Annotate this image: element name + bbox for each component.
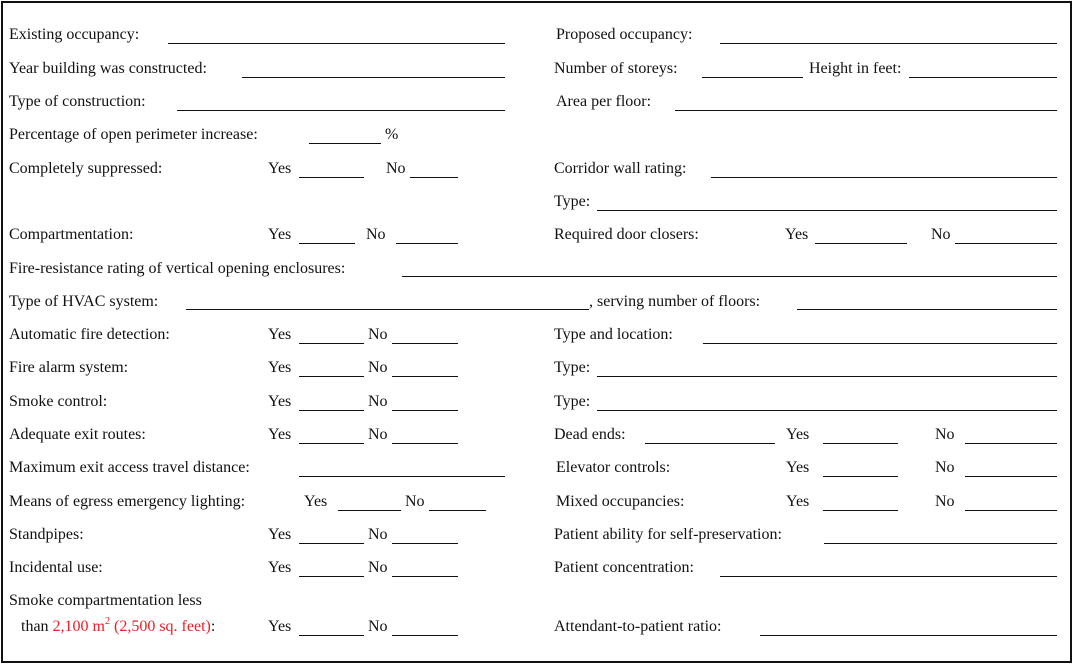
label-elevator-controls: Elevator controls: xyxy=(556,459,671,476)
field-egress-lighting-yes[interactable] xyxy=(338,510,401,511)
field-dead-ends[interactable] xyxy=(645,443,775,444)
label-number-of-storeys: Number of storeys: xyxy=(554,60,678,77)
field-incidental-no[interactable] xyxy=(392,576,458,577)
label-dead-ends: Dead ends: xyxy=(554,426,626,443)
field-door-closers-no[interactable] xyxy=(955,243,1057,244)
label-incidental-use: Incidental use: xyxy=(9,559,103,576)
label-fire-resistance: Fire-resistance rating of vertical opening enclosures: xyxy=(9,260,346,277)
label-type-location: Type and location: xyxy=(554,326,673,343)
label-no: No xyxy=(931,226,951,243)
field-compartmentation-yes[interactable] xyxy=(299,243,355,244)
label-yes: Yes xyxy=(268,393,292,410)
label-no: No xyxy=(368,426,388,443)
label-yes: Yes xyxy=(268,359,292,376)
field-max-travel[interactable] xyxy=(299,476,505,477)
field-incidental-yes[interactable] xyxy=(299,576,364,577)
field-fire-alarm-no[interactable] xyxy=(392,376,458,377)
label-year-constructed: Year building was constructed: xyxy=(9,60,207,77)
label-yes: Yes xyxy=(268,226,292,243)
label-no: No xyxy=(368,559,388,576)
label-no: No xyxy=(368,359,388,376)
field-standpipes-no[interactable] xyxy=(392,543,458,544)
label-door-closers: Required door closers: xyxy=(554,226,699,243)
label-serving-floors: , serving number of floors: xyxy=(589,293,761,310)
label-corridor-wall: Corridor wall rating: xyxy=(554,160,687,177)
label-compartmentation: Compartmentation: xyxy=(9,226,134,243)
field-mixed-no[interactable] xyxy=(965,510,1057,511)
label-no: No xyxy=(386,160,406,177)
label-completely-suppressed: Completely suppressed: xyxy=(9,160,163,177)
label-max-travel: Maximum exit access travel distance: xyxy=(9,459,250,476)
label-patient-concentration: Patient concentration: xyxy=(554,559,694,576)
label-existing-occupancy: Existing occupancy: xyxy=(9,26,140,43)
label-yes: Yes xyxy=(304,493,328,510)
label-area-per-floor: Area per floor: xyxy=(556,93,652,110)
field-compartmentation-no[interactable] xyxy=(396,243,458,244)
field-patient-concentration[interactable] xyxy=(720,576,1057,577)
field-year-constructed[interactable] xyxy=(242,77,505,78)
label-no: No xyxy=(368,326,388,343)
label-attendant-ratio: Attendant-to-patient ratio: xyxy=(554,618,722,635)
label-auto-fire-detection: Automatic fire detection: xyxy=(9,326,170,343)
field-attendant-ratio[interactable] xyxy=(760,635,1057,636)
label-standpipes: Standpipes: xyxy=(9,526,84,543)
field-serving-floors[interactable] xyxy=(797,309,1057,310)
field-existing-occupancy[interactable] xyxy=(168,43,505,44)
label-yes: Yes xyxy=(268,526,292,543)
label-no: No xyxy=(366,226,386,243)
label-no: No xyxy=(368,393,388,410)
field-suppressed-no[interactable] xyxy=(410,177,458,178)
field-mixed-yes[interactable] xyxy=(823,510,898,511)
field-fire-alarm-type[interactable] xyxy=(597,376,1057,377)
label-smoke-control-type: Type: xyxy=(554,393,591,410)
label-yes: Yes xyxy=(268,559,292,576)
smoke-comp-colon: : xyxy=(210,618,216,635)
label-no: No xyxy=(368,526,388,543)
field-smoke-control-no[interactable] xyxy=(392,410,458,411)
field-smoke-control-type[interactable] xyxy=(597,410,1057,411)
label-open-perimeter: Percentage of open perimeter increase: xyxy=(9,126,258,143)
label-height-in-feet: Height in feet: xyxy=(809,60,902,77)
field-proposed-occupancy[interactable] xyxy=(720,43,1057,44)
field-exit-routes-no[interactable] xyxy=(392,443,458,444)
smoke-comp-imperial: (2,500 sq. feet) xyxy=(110,618,211,635)
label-yes: Yes xyxy=(785,226,809,243)
label-self-preservation: Patient ability for self-preservation: xyxy=(554,526,782,543)
label-yes: Yes xyxy=(268,618,292,635)
smoke-comp-than: than xyxy=(21,618,53,635)
label-fire-alarm-type: Type: xyxy=(554,359,591,376)
label-hvac: Type of HVAC system: xyxy=(9,293,159,310)
label-yes: Yes xyxy=(268,160,292,177)
field-number-of-storeys[interactable] xyxy=(702,77,803,78)
field-open-perimeter[interactable] xyxy=(309,143,381,144)
field-smoke-comp-yes[interactable] xyxy=(299,635,364,636)
field-corridor-wall[interactable] xyxy=(711,177,1057,178)
field-elevator-yes[interactable] xyxy=(823,476,898,477)
label-yes: Yes xyxy=(786,459,810,476)
label-smoke-control: Smoke control: xyxy=(9,393,108,410)
field-fire-detection-no[interactable] xyxy=(392,343,458,344)
label-smoke-comp-line1: Smoke compartmentation less xyxy=(9,592,202,609)
label-no: No xyxy=(368,618,388,635)
label-no: No xyxy=(935,493,955,510)
label-egress-lighting: Means of egress emergency lighting: xyxy=(9,493,246,510)
field-elevator-no[interactable] xyxy=(965,476,1057,477)
field-dead-ends-yes[interactable] xyxy=(823,443,898,444)
label-fire-alarm: Fire alarm system: xyxy=(9,359,129,376)
field-suppressed-yes[interactable] xyxy=(299,177,364,178)
label-yes: Yes xyxy=(268,426,292,443)
field-door-closers-yes[interactable] xyxy=(815,243,907,244)
label-yes: Yes xyxy=(786,493,810,510)
label-exit-routes: Adequate exit routes: xyxy=(9,426,146,443)
field-standpipes-yes[interactable] xyxy=(299,543,364,544)
label-mixed-occupancies: Mixed occupancies: xyxy=(556,493,685,510)
label-proposed-occupancy: Proposed occupancy: xyxy=(556,26,693,43)
field-type-location[interactable] xyxy=(703,343,1057,344)
field-corridor-type[interactable] xyxy=(597,210,1057,211)
field-fire-detection-yes[interactable] xyxy=(299,343,364,344)
field-smoke-comp-no[interactable] xyxy=(392,635,458,636)
label-type-of-construction: Type of construction: xyxy=(9,93,146,110)
label-yes: Yes xyxy=(268,326,292,343)
field-hvac[interactable] xyxy=(186,309,589,310)
field-area-per-floor[interactable] xyxy=(675,110,1057,111)
field-type-of-construction[interactable] xyxy=(177,110,505,111)
label-no: No xyxy=(405,493,425,510)
field-egress-lighting-no[interactable] xyxy=(429,510,486,511)
field-fire-alarm-yes[interactable] xyxy=(299,376,364,377)
label-no: No xyxy=(935,459,955,476)
smoke-comp-metric: 2,100 m xyxy=(52,618,105,635)
label-corridor-type: Type: xyxy=(554,193,591,210)
percent-sign: % xyxy=(385,126,399,143)
field-smoke-control-yes[interactable] xyxy=(299,410,364,411)
field-height-in-feet[interactable] xyxy=(909,77,1057,78)
smoke-comp-superscript: 2 xyxy=(105,615,110,627)
field-self-preservation[interactable] xyxy=(824,543,1057,544)
label-smoke-comp-line2 xyxy=(21,615,216,636)
label-no: No xyxy=(935,426,955,443)
field-dead-ends-no[interactable] xyxy=(965,443,1057,444)
label-yes: Yes xyxy=(786,426,810,443)
field-exit-routes-yes[interactable] xyxy=(299,443,364,444)
field-fire-resistance[interactable] xyxy=(402,276,1057,277)
